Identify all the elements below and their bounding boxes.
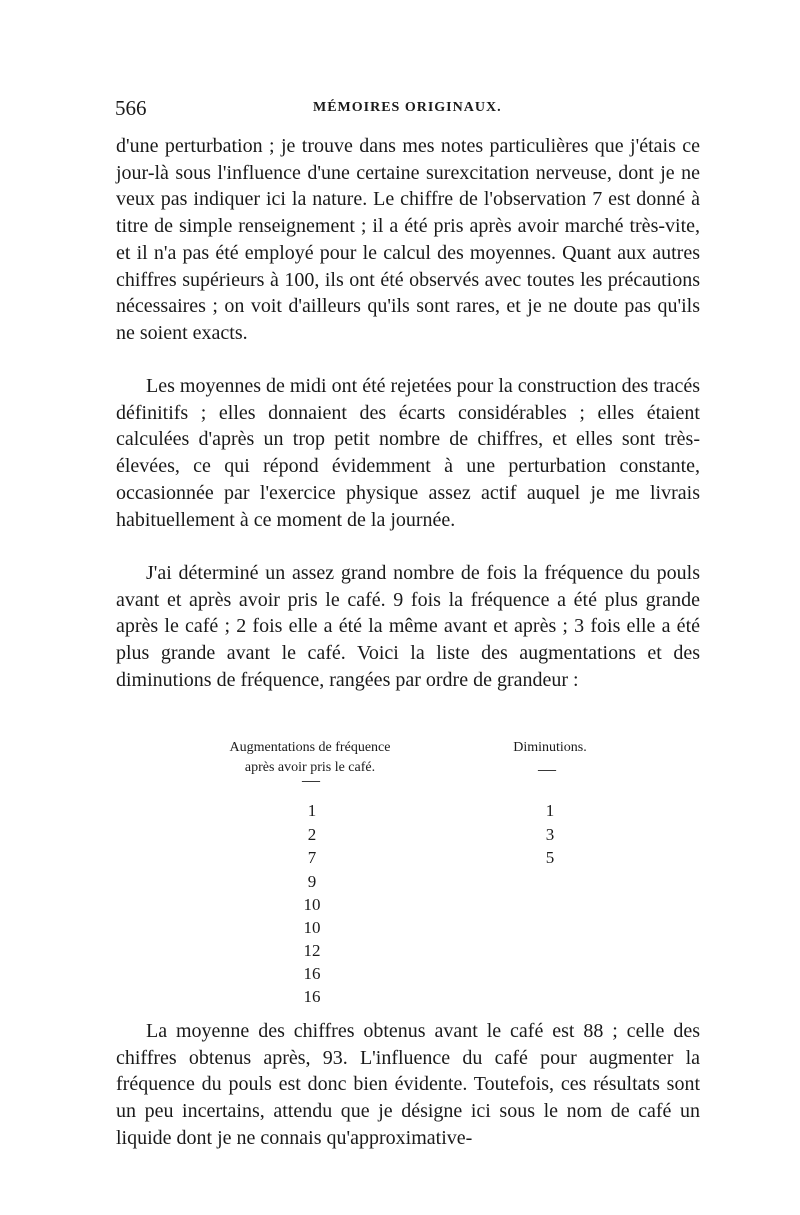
page-number: 566 (115, 96, 147, 120)
paragraph-2: Les moyennes de midi ont été rejetées pour la construction des tracés définitifs ; elles donnaient des écarts considérables ; elles étaient calculées d'après un trop petit nombre de chiffres, et elles sont très-élevées, ce qui répond évidemment à une perturbation constante, occasionnée par l'exercice physique assez actif auquel je me livrais habituellement à ce moment de la journée. (116, 375, 700, 531)
augmentation-value: 7 (307, 848, 317, 867)
augmentation-value: 2 (307, 825, 317, 844)
diminutions-column-header: Diminutions. (513, 740, 587, 755)
diminution-value: 1 (545, 801, 555, 820)
running-title: MÉMOIRES ORIGINAUX. (313, 100, 502, 115)
augmentations-header-dash: — (302, 770, 320, 790)
page-header (115, 96, 700, 122)
augmentations-header-line-2: après avoir pris le café. (244, 760, 376, 775)
augmentation-value: 10 (303, 918, 321, 937)
augmentation-value: 12 (303, 941, 321, 960)
paragraph-4: La moyenne des chiffres obtenus avant le café est 88 ; celle des chiffres obtenus après, 93. L'influence du café pour augmenter la fréquence du pouls est donc bien évidente. Toutefois, ces résultats sont un peu incertains, attendu que je désigne ici sous le nom de café un liquide dont je ne connais qu'approximative- (116, 1020, 700, 1149)
augmentation-value: 1 (307, 801, 317, 820)
augmentations-header-line-1: Augmentations de fréquence (229, 740, 391, 755)
augmentation-value: 10 (303, 895, 321, 914)
augmentation-value: 16 (303, 987, 321, 1006)
diminution-value: 3 (545, 825, 555, 844)
diminutions-header-dash: — (538, 759, 556, 779)
paragraph-3: J'ai déterminé un assez grand nombre de fois la fréquence du pouls avant et après avoir pris le café. 9 fois la fréquence a été plus grande après le café ; 2 fois elle a été la même avant et après ; 3 fois elle a été plus grande avant le café. Voici la liste des augmentations et des diminutions de fréquence, rangées par ordre de grandeur : (116, 562, 700, 691)
augmentation-value: 9 (307, 872, 317, 891)
paragraph-1: d'une perturbation ; je trouve dans mes notes particulières que j'étais ce jour-là sous l'influence d'une certaine surexcitation nerveuse, dont je ne veux pas indiquer ici la nature. Le chiffre de l'observation 7 est donné à titre de simple renseignement ; il a été pris après avoir marché très-vite, et il n'a pas été employé pour le calcul des moyennes. Quant aux autres chiffres supérieurs à 100, ils ont été observés avec toutes les précautions nécessaires ; on voit d'ailleurs qu'ils sont rares, et je ne doute pas qu'ils ne soient exacts. (116, 135, 700, 344)
diminution-value: 5 (545, 848, 555, 867)
augmentation-value: 16 (303, 964, 321, 983)
